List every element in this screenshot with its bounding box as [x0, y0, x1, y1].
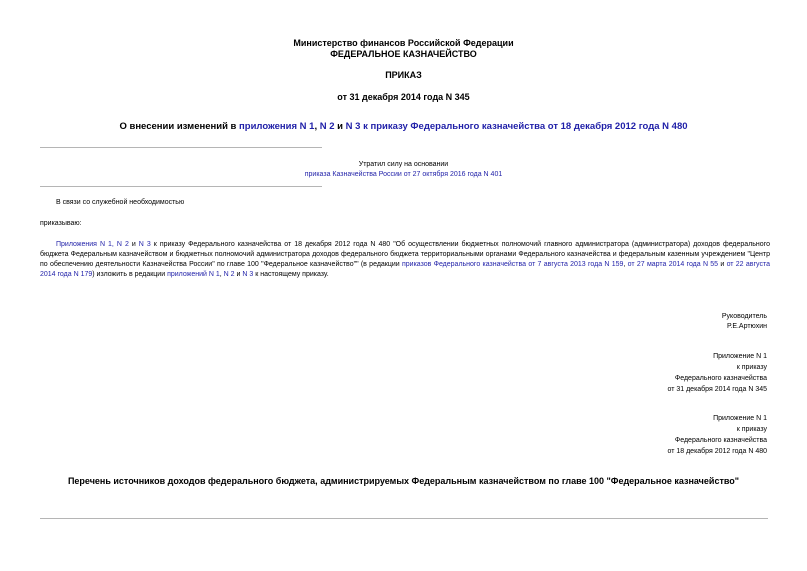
title-prefix: О внесении изменений в — [119, 121, 240, 132]
link-appendix-3-body[interactable]: N 3 — [138, 241, 151, 248]
document-date: от 31 декабря 2014 года N 345 — [337, 92, 470, 102]
para-sep-2: , — [219, 271, 224, 278]
appendix2-date: от 18 декабря 2012 года N 480 — [667, 448, 767, 455]
para-text-2: ) изложить в редакции — [92, 271, 168, 278]
para-text-1: к приказу Федерального казначейства от 18 декабря 2012 года N 480 "Об осуществлении бюджетных полномочий главного администратора (администратора) доходов федерального бюджета Федеральным казначейством и бюджетных полномочий администратора доходов федерального бюджета территориальными органами Федерального казначейства и федеральным казенным учреждением "Центр по обеспечению деятельности Казначейства России" по главе 100 "Федеральное казначейство"" (в редакции — [40, 241, 770, 268]
link-annulling-order[interactable]: приказа Казначейства России от 27 октября 2016 года N 401 — [304, 171, 503, 178]
appendix2-title: Приложение N 1 — [713, 415, 767, 422]
appendix1-date: от 31 декабря 2014 года N 345 — [667, 386, 767, 393]
link-appendix-3[interactable]: N 3 — [345, 121, 361, 132]
para-and-3: и — [234, 271, 243, 278]
main-paragraph — [40, 240, 770, 280]
appendix1-agency: Федерального казначейства — [674, 375, 767, 382]
para-sep: , — [623, 261, 628, 268]
link-order-480[interactable]: к приказу Федерального казначейства от 18 декабря 2012 года N 480 — [360, 121, 688, 132]
document-type: ПРИКАЗ — [385, 70, 422, 80]
divider-bottom — [40, 186, 322, 187]
appendix1-title: Приложение N 1 — [713, 353, 767, 360]
revenue-list-title: Перечень источников доходов федерального бюджета, администрируемых Федеральным казначейством по главе 100 "Федеральное казначейство" — [67, 476, 740, 486]
document-title — [0, 121, 807, 133]
intro-text: В связи со служебной необходимостью — [56, 199, 185, 206]
link-order-159[interactable]: приказов Федерального казначейства от 7 августа 2013 года N 159 — [401, 261, 624, 268]
divider-footer — [40, 518, 768, 519]
order-word: приказываю: — [40, 220, 82, 227]
appendix2-agency: Федерального казначейства — [674, 437, 767, 444]
signature-name: Р.Е.Артюхин — [727, 323, 767, 330]
title-sep: , — [314, 121, 320, 132]
appendix2-to-order: к приказу — [736, 426, 767, 433]
para-and: и — [128, 241, 139, 248]
title-and: и — [334, 121, 346, 132]
link-appendix-1[interactable]: приложения N 1 — [239, 121, 315, 132]
link-new-appendix-3[interactable]: N 3 — [242, 271, 254, 278]
ministry-name: Министерство финансов Российской Федерации — [293, 38, 514, 48]
link-order-55[interactable]: от 27 марта 2014 года N 55 — [627, 261, 719, 268]
link-appendix-2[interactable]: N 2 — [319, 121, 335, 132]
para-text-3: к настоящему приказу. — [253, 271, 329, 278]
divider-top — [40, 147, 322, 148]
link-appendices-1-2[interactable]: Приложения N 1, N 2 — [56, 241, 129, 248]
para-and-2: и — [718, 261, 727, 268]
link-new-appendix-1[interactable]: приложений N 1 — [167, 271, 220, 278]
annulled-note: Утратил силу на основании — [358, 161, 449, 168]
agency-name: ФЕДЕРАЛЬНОЕ КАЗНАЧЕЙСТВО — [330, 49, 477, 59]
link-new-appendix-2[interactable]: N 2 — [223, 271, 235, 278]
link-order-179[interactable]: от 22 августа 2014 года N 179 — [40, 261, 770, 278]
appendix1-to-order: к приказу — [736, 364, 767, 371]
signature-position: Руководитель — [721, 313, 767, 320]
